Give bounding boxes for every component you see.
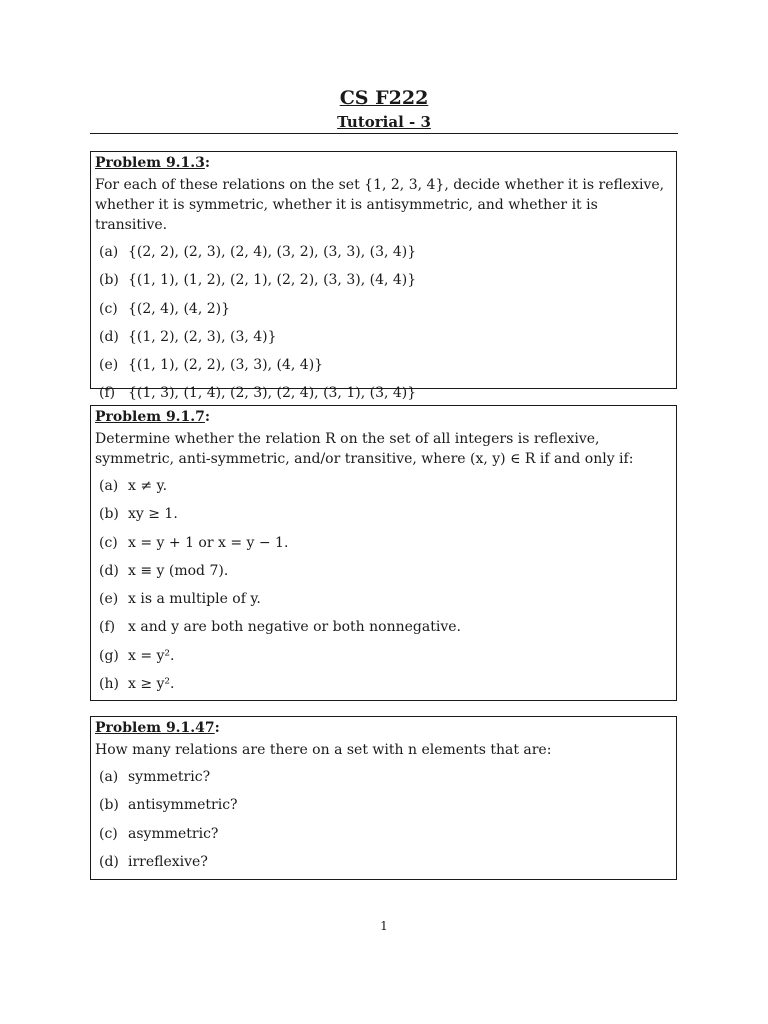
item-label: (h) bbox=[99, 676, 119, 693]
item-label: (b) bbox=[99, 272, 119, 289]
item-label: (c) bbox=[99, 825, 118, 842]
problem-box-3 bbox=[90, 716, 677, 880]
item-text: {(2, 2), (2, 3), (2, 4), (3, 2), (3, 3), (3, 4)} bbox=[128, 244, 417, 260]
item-label: (e) bbox=[99, 591, 119, 608]
item-text: {(1, 2), (2, 3), (3, 4)} bbox=[128, 328, 277, 345]
item-text: {(1, 3), (1, 4), (2, 3), (2, 4), (3, 1), (3, 4)} bbox=[128, 385, 417, 402]
document-header bbox=[0, 86, 768, 132]
list-item bbox=[95, 617, 672, 645]
item-label: (b) bbox=[99, 797, 119, 814]
item-text: irreflexive? bbox=[128, 853, 208, 870]
item-label: (d) bbox=[99, 562, 119, 579]
item-text: x = y². bbox=[128, 647, 175, 664]
list-item bbox=[95, 476, 672, 504]
item-text: x is a multiple of y. bbox=[128, 591, 261, 608]
item-label: (c) bbox=[99, 534, 118, 551]
problem-items bbox=[95, 476, 672, 702]
problem-items bbox=[95, 767, 672, 880]
list-item bbox=[95, 299, 672, 327]
item-label: (f) bbox=[99, 619, 116, 636]
page-number: 1 bbox=[380, 919, 388, 933]
item-text: {(1, 1), (2, 2), (3, 3), (4, 4)} bbox=[128, 357, 324, 374]
item-text: x ≥ y². bbox=[128, 676, 175, 693]
problem-items bbox=[95, 242, 672, 412]
tutorial-title: Tutorial - 3 bbox=[337, 113, 431, 131]
list-item bbox=[95, 327, 672, 355]
list-item bbox=[95, 561, 672, 589]
list-item bbox=[95, 355, 672, 383]
list-item bbox=[95, 533, 672, 561]
item-text: {(2, 4), (4, 2)} bbox=[128, 300, 230, 317]
item-label: (d) bbox=[99, 853, 119, 870]
problem-title: Problem 9.1.3: bbox=[95, 155, 211, 171]
list-item bbox=[95, 589, 672, 617]
list-item bbox=[95, 504, 672, 532]
list-item bbox=[95, 795, 672, 823]
item-text: x = y + 1 or x = y − 1. bbox=[128, 534, 289, 551]
item-label: (a) bbox=[99, 244, 119, 260]
item-text: x ≡ y (mod 7). bbox=[128, 562, 229, 579]
problem-title: Problem 9.1.47: bbox=[95, 720, 220, 736]
item-label: (g) bbox=[99, 647, 119, 664]
list-item bbox=[95, 270, 672, 298]
item-label: (d) bbox=[99, 328, 119, 345]
problem-intro: Determine whether the relation R on the set of all integers is reflexive, symmetric, anti-symmetric, and/or transitive, where (x, y) ∈ R if and only if: bbox=[95, 431, 634, 467]
list-item bbox=[95, 852, 672, 880]
problem-title: Problem 9.1.7: bbox=[95, 409, 211, 425]
item-label: (e) bbox=[99, 357, 119, 374]
problem-box-2 bbox=[90, 405, 677, 701]
item-text: antisymmetric? bbox=[128, 797, 238, 814]
list-item bbox=[95, 674, 672, 702]
item-label: (c) bbox=[99, 300, 118, 317]
item-label: (a) bbox=[99, 478, 119, 494]
header-rule bbox=[90, 133, 678, 134]
item-label: (a) bbox=[99, 769, 119, 785]
item-label: (f) bbox=[99, 385, 116, 402]
problem-intro: For each of these relations on the set {1, 2, 3, 4}, decide whether it is reflexive, whether it is symmetric, whether it is antisymmetric, and whether it is transitive. bbox=[95, 177, 665, 233]
item-text: asymmetric? bbox=[128, 825, 219, 842]
problem-intro: How many relations are there on a set with n elements that are: bbox=[95, 742, 552, 758]
item-text: x and y are both negative or both nonnegative. bbox=[128, 619, 461, 636]
item-label: (b) bbox=[99, 506, 119, 523]
item-text: {(1, 1), (1, 2), (2, 1), (2, 2), (3, 3), (4, 4)} bbox=[128, 272, 417, 289]
list-item bbox=[95, 242, 672, 270]
item-text: x ≠ y. bbox=[128, 478, 168, 494]
problem-box-1 bbox=[90, 151, 677, 402]
list-item bbox=[95, 646, 672, 674]
list-item bbox=[95, 824, 672, 852]
list-item bbox=[95, 767, 672, 795]
course-title: CS F222 bbox=[339, 87, 429, 109]
item-text: symmetric? bbox=[128, 769, 211, 785]
item-text: xy ≥ 1. bbox=[128, 506, 178, 523]
